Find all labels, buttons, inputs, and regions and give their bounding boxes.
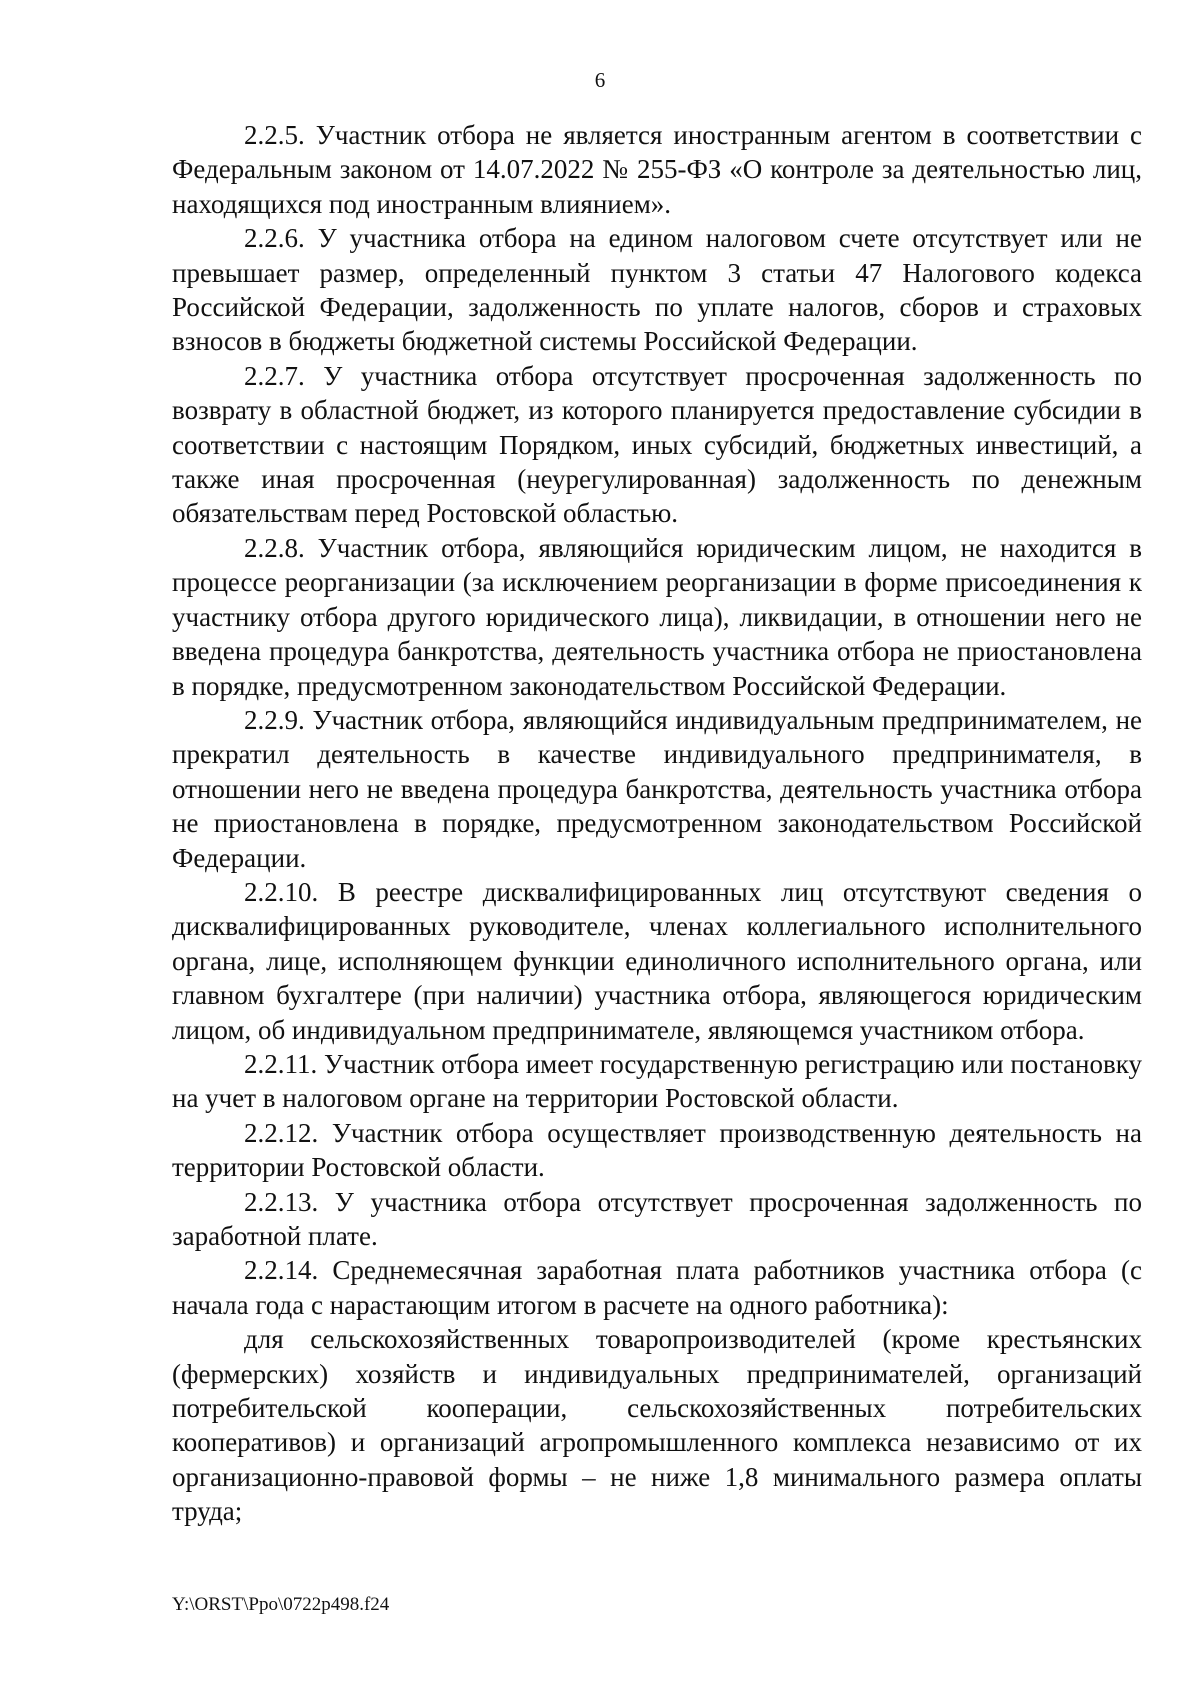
paragraph-agricultural-producers: для сельскохозяйственных товаропроизводителей (кроме крестьянских (фермерских) хозяйств и индивидуальных предпринимателей, организаций потребительской кооперации, сельскохозяйственных потребительских кооперативов) и организаций агропромышленного комплекса независимо от их организационно-правовой формы – не ниже 1,8 минимального размера оплаты труда; (172, 1324, 1142, 1527)
paragraph-2-2-11: 2.2.11. Участник отбора имеет государственную регистрацию или постановку на учет в налоговом органе на территории Ростовской области. (172, 1048, 1142, 1114)
footer-file-path: Y:\ORST\Ppo\0722p498.f24 (172, 1594, 390, 1615)
paragraph-2-2-10: 2.2.10. В реестре дисквалифицированных лиц отсутствуют сведения о дисквалифицированных руководителе, членах коллегиального исполнительного органа, лице, исполняющем функции единоличного исполнительного органа, или главном бухгалтере (при наличии) участника отбора, являющегося юридическим лицом, об индивидуальном предпринимателе, являющемся участником отбора. (172, 876, 1142, 1045)
document-body (172, 118, 1142, 1529)
paragraph-2-2-6: 2.2.6. У участника отбора на едином налоговом счете отсутствует или не превышает размер, определенный пунктом 3 статьи 47 Налогового кодекса Российской Федерации, задолженность по уплате налогов, сборов и страховых взносов в бюджеты бюджетной системы Российской Федерации. (172, 223, 1142, 357)
paragraph-2-2-8: 2.2.8. Участник отбора, являющийся юридическим лицом, не находится в процессе реорганизации (за исключением реорганизации в форме присоединения к участнику отбора другого юридического лица), ликвидации, в отношении него не введена процедура банкротства, деятельность участника отбора не приостановлена в порядке, предусмотренном законодательством Российской Федерации. (172, 532, 1142, 701)
paragraph-2-2-13: 2.2.13. У участника отбора отсутствует просроченная задолженность по заработной плате. (172, 1186, 1142, 1251)
paragraph-2-2-14: 2.2.14. Среднемесячная заработная плата работников участника отбора (с начала года с нарастающим итогом в расчете на одного работника): (172, 1255, 1142, 1320)
paragraph-2-2-12: 2.2.12. Участник отбора осуществляет производственную деятельность на территории Ростовской области. (172, 1117, 1142, 1183)
paragraph-2-2-9: 2.2.9. Участник отбора, являющийся индивидуальным предпринимателем, не прекратил деятельность в качестве индивидуального предпринимателя, в отношении него не введена процедура банкротства, деятельность участника отбора не приостановлена в порядке, предусмотренном законодательством Российской Федерации. (172, 704, 1142, 873)
page-number: 6 (594, 68, 606, 92)
paragraph-2-2-5: 2.2.5. Участник отбора не является иностранным агентом в соответствии с Федеральным законом от 14.07.2022 № 255-ФЗ «О контроле за деятельностью лиц, находящихся под иностранным влиянием». (172, 120, 1142, 219)
paragraph-2-2-7: 2.2.7. У участника отбора отсутствует просроченная задолженность по возврату в областной бюджет, из которого планируется предоставление субсидии в соответствии с настоящим Порядком, иных субсидий, бюджетных инвестиций, а также иная просроченная (неурегулированная) задолженность по денежным обязательствам перед Ростовской областью. (172, 360, 1142, 529)
